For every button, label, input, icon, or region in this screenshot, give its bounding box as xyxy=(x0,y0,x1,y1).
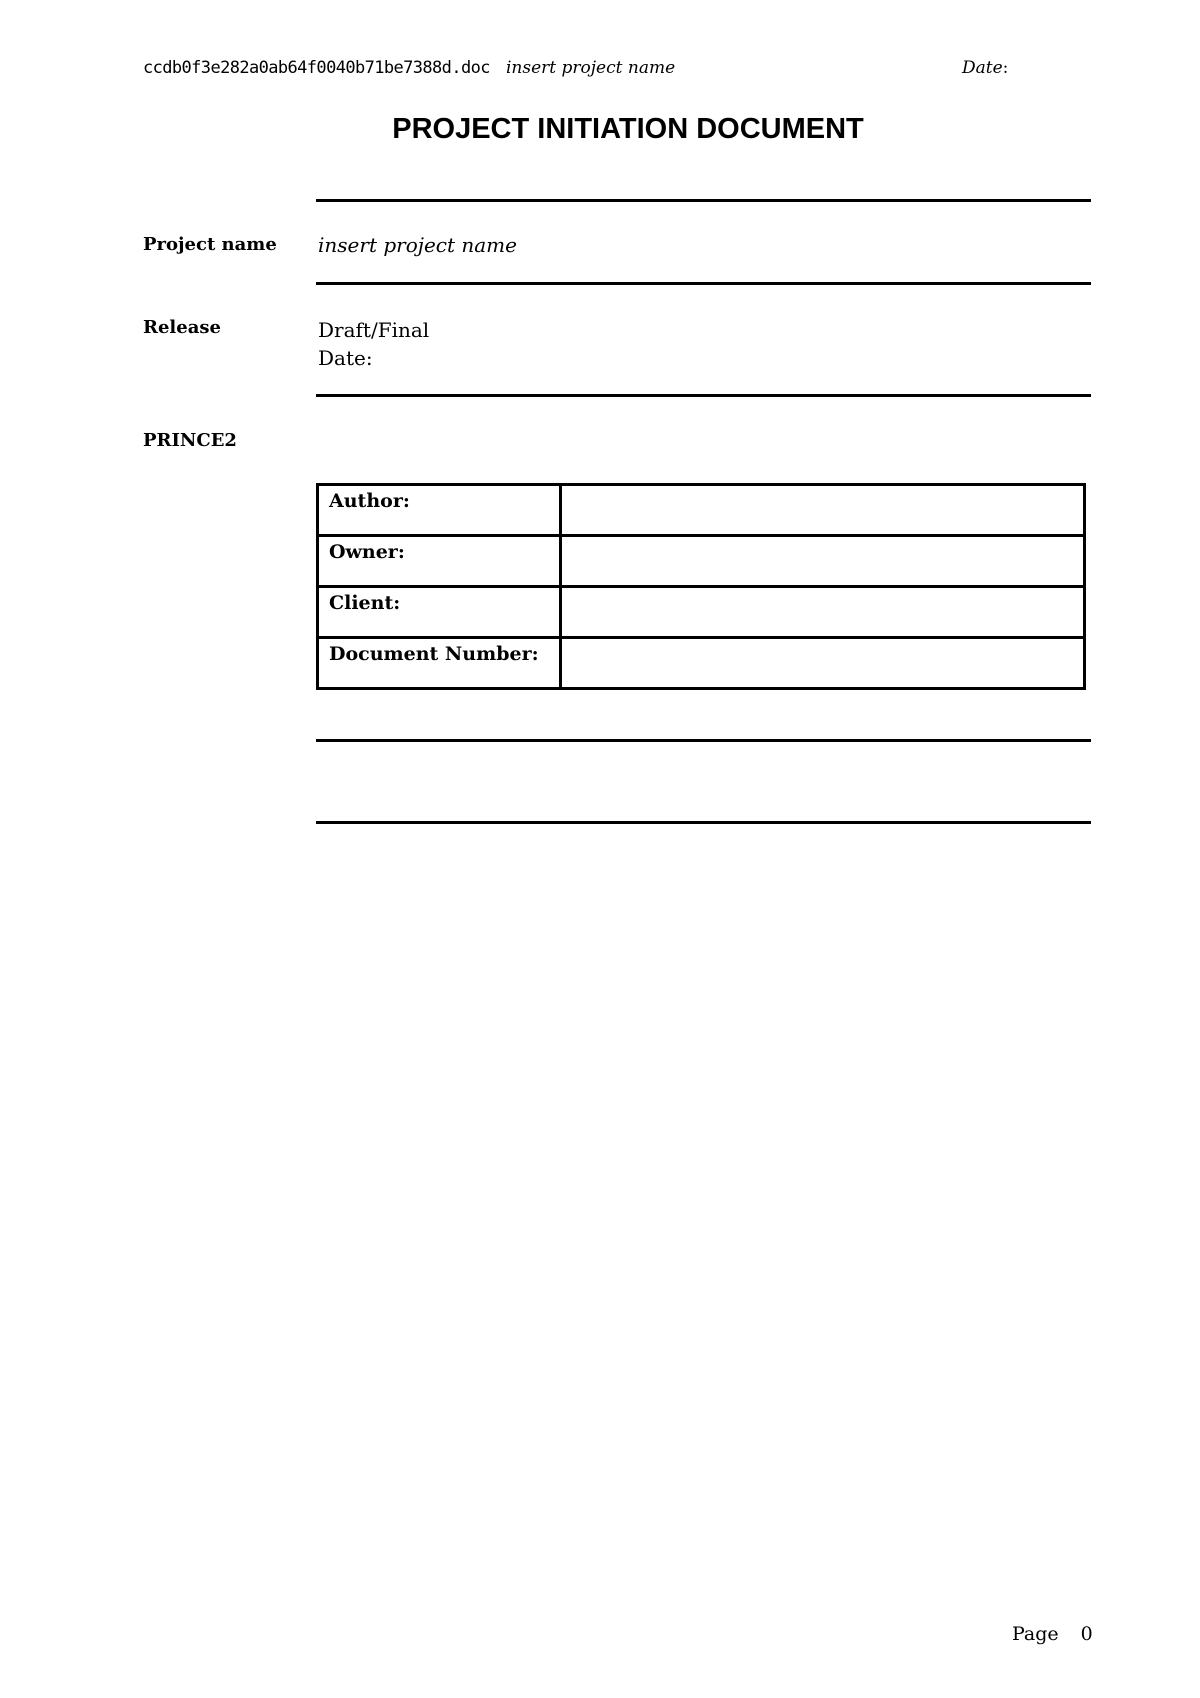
page-footer xyxy=(1012,1623,1093,1645)
header-date-colon: : xyxy=(1002,58,1009,78)
document-number-label: Document Number: xyxy=(318,638,561,689)
page-number: 0 xyxy=(1080,1623,1093,1645)
header-filename: ccdb0f3e282a0ab64f0040b71be7388d.doc xyxy=(143,58,490,78)
document-number-value[interactable] xyxy=(561,638,1085,689)
table-row xyxy=(318,536,1085,587)
document-info-table xyxy=(316,483,1086,690)
divider-rule xyxy=(316,394,1091,397)
project-name-value: insert project name xyxy=(318,233,517,257)
release-label: Release xyxy=(143,317,221,338)
header-date xyxy=(962,58,1008,78)
owner-value[interactable] xyxy=(561,536,1085,587)
author-label: Author: xyxy=(318,485,561,536)
page-title: PROJECT INITIATION DOCUMENT xyxy=(392,113,864,145)
release-value xyxy=(318,316,429,372)
header-project-name: insert project name xyxy=(506,58,676,78)
method-label: PRINCE2 xyxy=(143,430,237,451)
divider-rule xyxy=(316,282,1091,285)
client-value[interactable] xyxy=(561,587,1085,638)
client-label: Client: xyxy=(318,587,561,638)
table-row xyxy=(318,485,1085,536)
header-date-label: Date xyxy=(962,58,1003,78)
table-row xyxy=(318,638,1085,689)
author-value[interactable] xyxy=(561,485,1085,536)
owner-label: Owner: xyxy=(318,536,561,587)
release-status: Draft/Final xyxy=(318,318,430,342)
project-name-label: Project name xyxy=(143,234,277,255)
page-label: Page xyxy=(1012,1623,1059,1645)
divider-rule xyxy=(316,739,1091,742)
table-row xyxy=(318,587,1085,638)
divider-rule xyxy=(316,199,1091,202)
release-date: Date: xyxy=(318,346,373,370)
divider-rule xyxy=(316,821,1091,824)
